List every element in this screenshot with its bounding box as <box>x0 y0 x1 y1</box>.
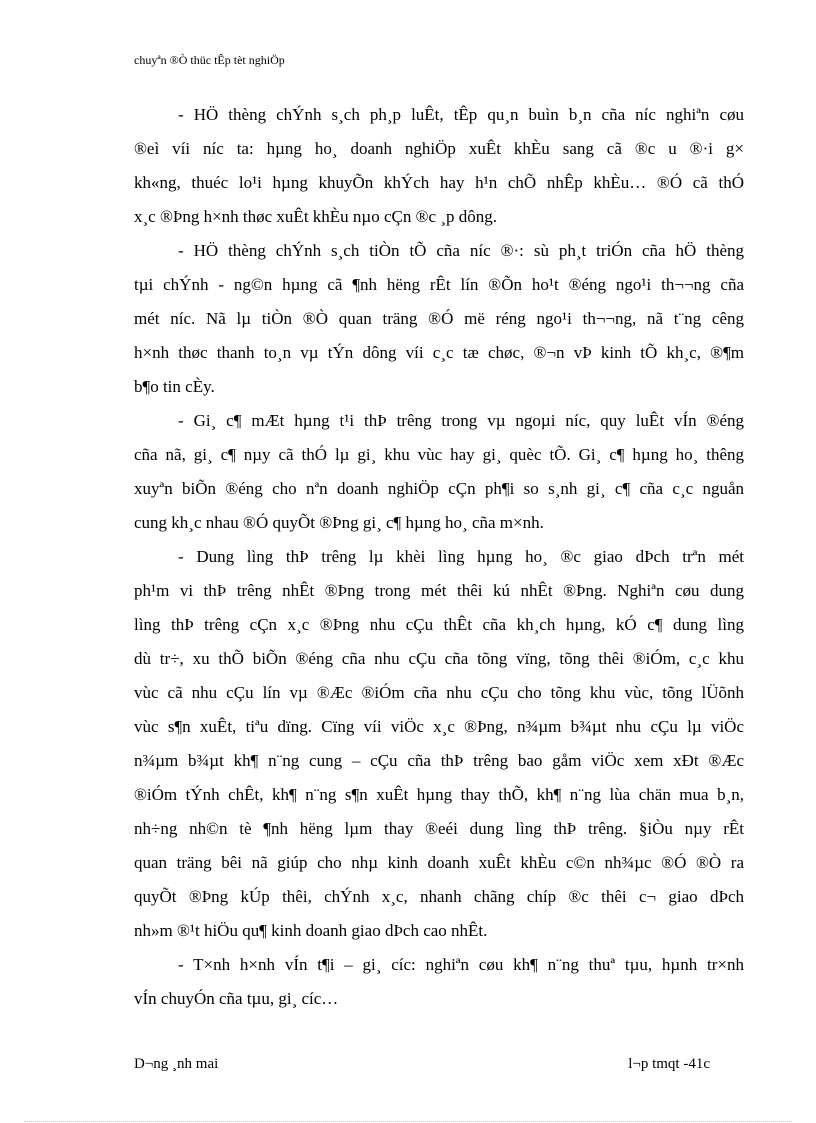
text-line: - HÖ thèng chÝnh s¸ch tiÒn tÕ cña níc ®·: sù ph¸t triÓn cña hÖ thèng <box>178 241 744 260</box>
text-line: nh»m ®¹t hiÖu qu¶ kinh doanh giao dÞch cao nhÊt. <box>134 921 488 940</box>
text-line: n¾µm b¾µt kh¶ n¨ng cung – cÇu cña thÞ trêng bao gåm viÖc xem xÐt ®Æc <box>134 751 744 770</box>
text-line: vùc s¶n xuÊt, tiªu dïng. Cïng víi viÖc x¸c ®Þng, n¾µm b¾µt nhu cÇu lµ viÖc <box>134 717 744 736</box>
text-line: quyÕt ®Þng kÚp thêi, chÝnh x¸c, nhanh chãng chíp ®c thêi c¬ giao dÞch <box>134 887 744 906</box>
paragraph-1 <box>134 98 744 234</box>
text-line: - HÖ thèng chÝnh s¸ch ph¸p luÊt, tÊp qu¸n buìn b¸n cña níc nghiªn cøu <box>178 105 744 124</box>
text-line: nh÷ng nh©n tè ¶nh hëng lµm thay ®eéi dung lìng thÞ trêng. §iÒu nµy rÊt <box>134 819 744 838</box>
text-line: cung kh¸c nhau ®Ó quyÕt ®Þng gi¸ c¶ hµng ho¸ cña m×nh. <box>134 513 544 532</box>
text-line: dù tr÷, xu thÕ biÕn ®éng cña nhu cÇu cña tõng vïng, tõng thêi ®iÓm, c¸c khu <box>134 649 744 668</box>
text-line: vùc cã nhu cÇu lín vµ ®Æc ®iÓm cña nhu cÇu cho tõng khu vùc, tõng lÜõnh <box>134 683 744 702</box>
text-line: cña nã, gi¸ c¶ nµy cã thÓ lµ gi¸ khu vùc hay gi¸ quèc tÕ. Gi¸ c¶ hµng ho¸ thêng <box>134 445 744 464</box>
footer-author: D¬ng ¸nh mai <box>134 1056 219 1072</box>
body-text <box>134 98 744 1016</box>
text-line: mét níc. Nã lµ tiÒn ®Ò quan träng ®Ó më réng ngo¹i th¬¬ng, nã t¨ng cêng <box>134 309 744 328</box>
text-line: quan träng bêi nã giúp cho nhµ kinh doanh xuÊt khÈu c©n nh¾µc ®Ó ®Ò ra <box>134 853 744 872</box>
page-bottom-edge <box>24 1121 792 1122</box>
paragraph-4 <box>134 540 744 948</box>
text-line: - Dung lìng thÞ trêng lµ khèi lìng hµng ho¸ ®c giao dÞch trªn mét <box>178 547 744 566</box>
paragraph-3 <box>134 404 744 540</box>
text-line: ®iÓm tÝnh chÊt, kh¶ n¨ng s¶n xuÊt hµng thay thÕ, kh¶ n¨ng lùa chän mua b¸n, <box>134 785 744 804</box>
text-line: ph¹m vi thÞ trêng nhÊt ®Þng trong mét thêi kú nhÊt ®Þng. Nghiªn cøu dung <box>134 581 744 600</box>
footer-class: l¬p tmqt -41c <box>628 1056 710 1072</box>
text-line: lìng thÞ trêng cÇn x¸c ®Þng nhu cÇu thÊt cña kh¸ch hµng, kÓ c¶ dung lìng <box>134 615 744 634</box>
text-line: xuyªn biÕn ®éng cho nªn doanh nghiÖp cÇn ph¶i so s¸nh gi¸ c¶ cña c¸c nguån <box>134 479 744 498</box>
text-line: - Gi¸ c¶ mÆt hµng t¹i thÞ trêng trong vµ ngoµi níc, quy luÊt vÍn ®éng <box>178 411 744 430</box>
text-line: ®eì víi níc ta: hµng ho¸ doanh nghiÖp xuÊt khÈu sang cã ®c u ®·i g× <box>134 139 744 158</box>
paragraph-5 <box>134 948 744 1016</box>
text-line: tµi chÝnh - ng©n hµng cã ¶nh hëng rÊt lín ®Õn ho¹t ®éng ngo¹i th¬¬ng cña <box>134 275 744 294</box>
text-line: vÍn chuyÓn cña tµu, gi¸ cíc… <box>134 989 339 1008</box>
paragraph-2 <box>134 234 744 404</box>
text-line: x¸c ®Þng h×nh thøc xuÊt khÈu nµo cÇn ®c ¸p dông. <box>134 207 497 226</box>
text-line: b¶o tin cÈy. <box>134 377 215 396</box>
text-line: h×nh thøc thanh to¸n vµ tÝn dông víi c¸c tæ chøc, ®¬n vÞ kinh tÕ kh¸c, ®¶m <box>134 343 744 362</box>
running-header: chuyªn ®Ò thüc tÊp tèt nghiÖp <box>134 53 285 67</box>
text-line: kh«ng, thuéc lo¹i hµng khuyÕn khÝch hay h¹n chÕ nhÊp khÈu… ®Ó cã thÓ <box>134 173 744 192</box>
text-line: - T×nh h×nh vÍn t¶i – gi¸ cíc: nghiªn cøu kh¶ n¨ng thuª tµu, hµnh tr×nh <box>178 955 744 974</box>
